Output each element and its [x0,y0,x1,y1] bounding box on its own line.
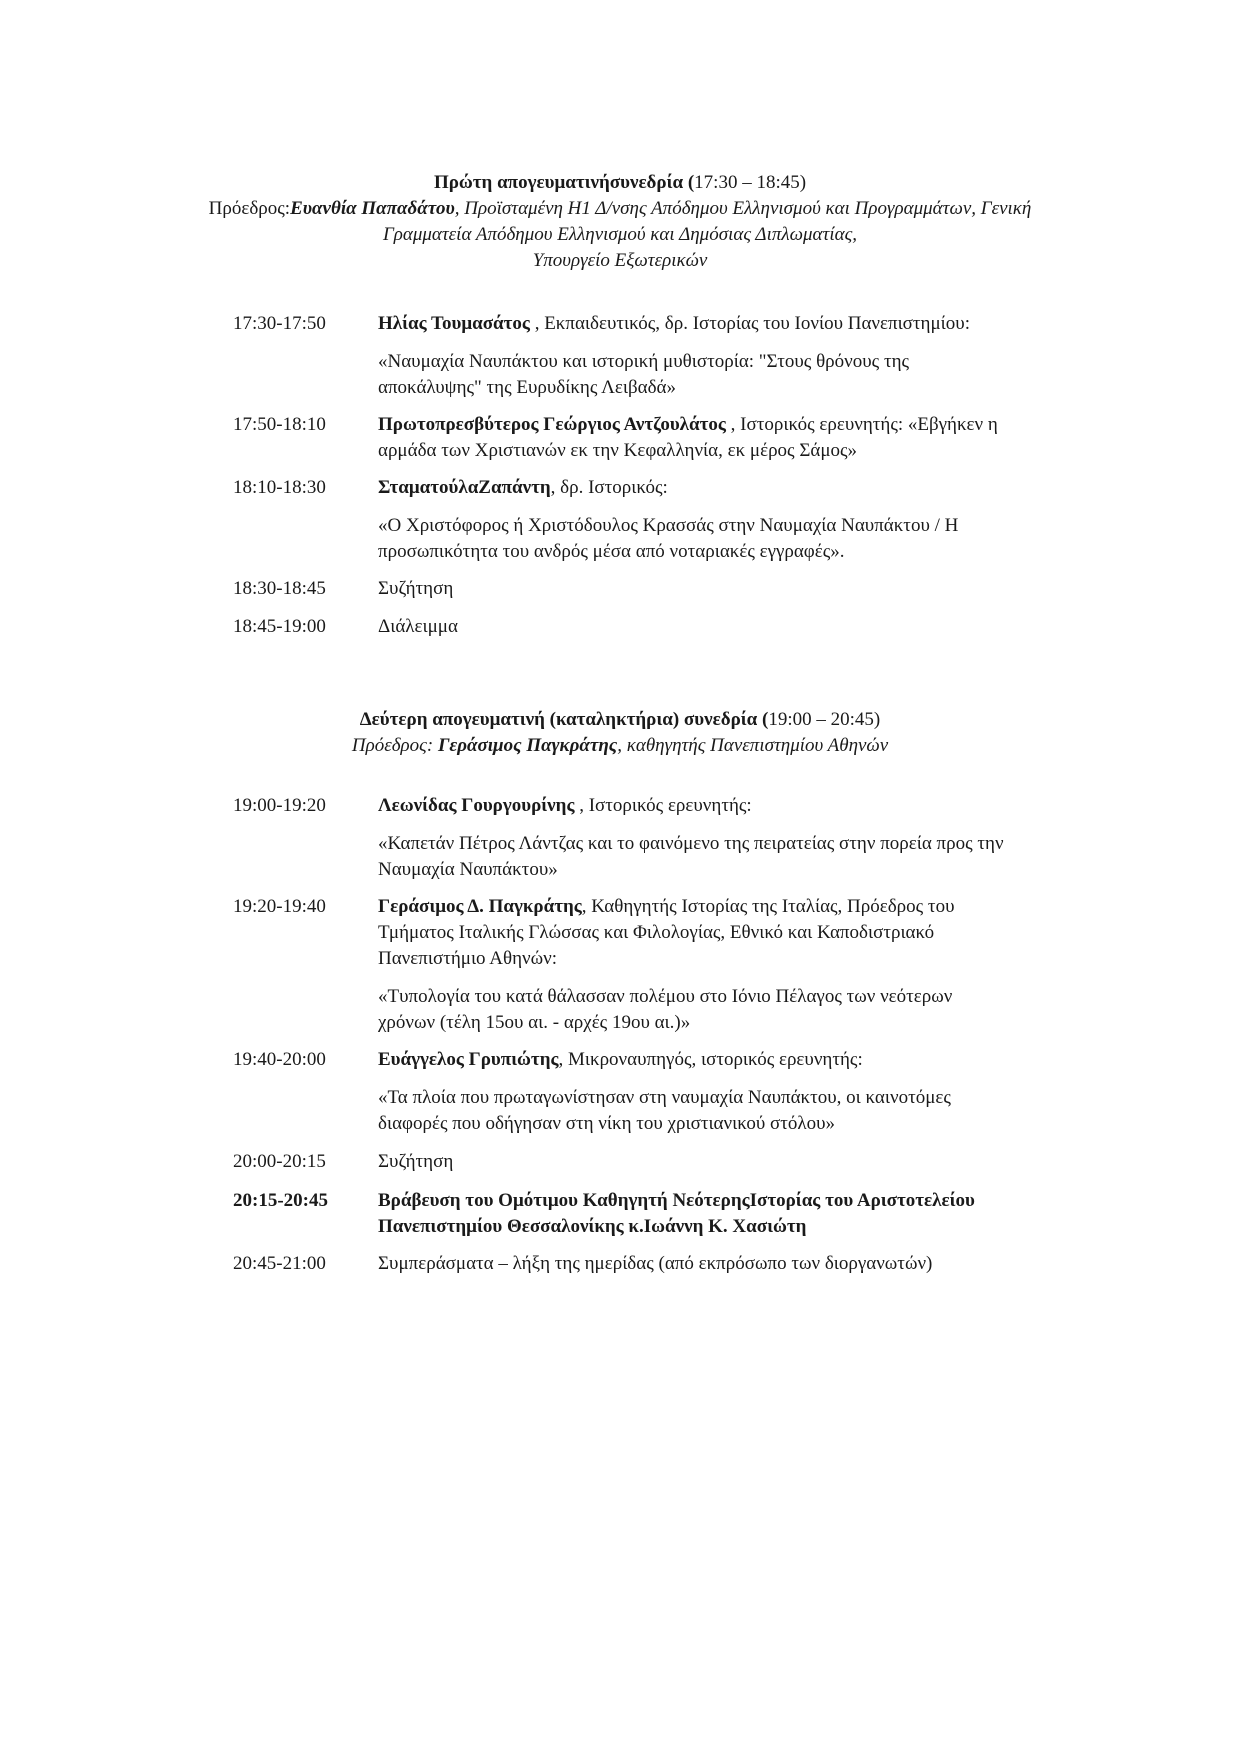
session-2-header [110,707,1130,759]
row-time: 18:30-18:45 [233,578,326,599]
row-time: 17:30-17:50 [233,313,326,334]
row-body: Γεράσιμος Δ. Παγκράτης, Καθηγητής Ιστορίας της Ιταλίας, Πρόεδρος του Τμήματος Ιταλικής Γλώσσας και Φιλολογίας, Εθνικό και Καποδιστριακό Πανεπιστήμιο Αθηνών: «Τυπολογία του κατά θάλασσαν πολέμου στο Ιόνιο Πέλαγος των νεότερων χρόνων (τέλη 15ου αι. - αρχές 19ου αι.)» [378,894,1098,1036]
row-time: 19:00-19:20 [233,795,326,816]
talk-title: «Ο Χριστόφορος ή Χριστόδουλος Κρασσάς στην Ναυμαχία Ναυπάκτου / Η [378,515,959,536]
row-time: 19:20-19:40 [233,896,326,917]
row-body: ΣταματούλαΖαπάντη, δρ. Ιστορικός: «Ο Χριστόφορος ή Χριστόδουλος Κρασσάς στην Ναυμαχία Ναυπάκτου / Η προσωπικότητα του ανδρός μέσα από νοταριακές εγγραφές». [378,475,1098,565]
row-time: 19:40-20:00 [233,1049,326,1070]
session-1-chair-role: Γραμματεία Απόδημου Ελληνισμού και Δημόσιας Διπλωματίας, [382,224,858,245]
row-body: Συζήτηση [378,1151,454,1172]
session-1-title: Πρώτη απογευματινήσυνεδρία (17:30 – 18:45) [433,172,807,193]
session-1-header [110,170,1130,274]
row-time: 17:50-18:10 [233,414,326,435]
session-2-chair: Πρόεδρος: Γεράσιμος Παγκράτης, καθηγητής Πανεπιστημίου Αθηνών [351,735,889,756]
speaker-name: ΣταματούλαΖαπάντη [378,477,551,498]
talk-title: «Τυπολογία του κατά θάλασσαν πολέμου στο Ιόνιο Πέλαγος των νεότερων [378,986,953,1007]
speaker-name: Λεωνίδας Γουργουρίνης [378,795,575,816]
row-time: 18:45-19:00 [233,616,326,637]
session-1-chair-ministry: Υπουργείο Εξωτερικών [532,250,708,271]
row-time: 20:00-20:15 [233,1151,326,1172]
row-body: Βράβευση του Ομότιμου Καθηγητή ΝεότερηςΙστορίας του Αριστοτελείου Πανεπιστημίου Θεσσαλονίκης κ.Ιωάννη Κ. Χασιώτη [378,1190,975,1237]
speaker-name: Ηλίας Τουμασάτος [378,313,530,334]
row-body: Συμπεράσματα – λήξη της ημερίδας (από εκπρόσωπο των διοργανωτών) [378,1253,933,1274]
talk-title: αρμάδα των Χριστιανών εκ την Κεφαλληνία, εκ μέρος Σάμος» [378,440,858,461]
talk-title: «Καπετάν Πέτρος Λάντζας και το φαινόμενο της πειρατείας στην πορεία προς την [378,833,1004,854]
speaker-name: Γεράσιμος Δ. Παγκράτης [378,896,582,917]
talk-title: «Τα πλοία που πρωταγωνίστησαν στη ναυμαχία Ναυπάκτου, οι καινοτόμες [378,1087,951,1108]
row-time: 20:45-21:00 [233,1253,326,1274]
row-body: Πρωτοπρεσβύτερος Γεώργιος Αντζουλάτος , Ιστορικός ερευνητής: «Εβγήκεν η αρμάδα των Χριστιανών εκ την Κεφαλληνία, εκ μέρος Σάμος» [378,412,1098,464]
row-body: Ηλίας Τουμασάτος , Εκπαιδευτικός, δρ. Ιστορίας του Ιονίου Πανεπιστημίου: «Ναυμαχία Ναυπάκτου και ιστορική μυθιστορία: "Στους θρόνους της αποκάλυψης" της Ευρυδίκης Λειβαδά» [378,311,1098,401]
row-body: Ευάγγελος Γρυπιώτης, Μικροναυπηγός, ιστορικός ερευνητής: «Τα πλοία που πρωταγωνίστησαν στη ναυμαχία Ναυπάκτου, οι καινοτόμες διαφορές που οδήγησαν στη νίκη του χριστιανικού στόλου» [378,1047,1098,1137]
talk-title: «Ναυμαχία Ναυπάκτου και ιστορική μυθιστορία: "Στους θρόνους της [378,351,910,372]
row-time: 18:10-18:30 [233,477,326,498]
row-time: 20:15-20:45 [233,1190,328,1211]
speaker-name: Ευάγγελος Γρυπιώτης [378,1049,559,1070]
row-body: Λεωνίδας Γουργουρίνης , Ιστορικός ερευνητής: «Καπετάν Πέτρος Λάντζας και το φαινόμενο της πειρατείας στην πορεία προς την Ναυμαχία Ναυπάκτου» [378,793,1098,883]
session-1-chair: Πρόεδρος:Ευανθία Παπαδάτου, Προϊσταμένη Η1 Δ/νσης Απόδημου Ελληνισμού και Προγραμμάτων, Γενική [208,198,1032,219]
row-body: Συζήτηση [378,578,454,599]
session-2-title: Δεύτερη απογευματινή (καταληκτήρια) συνεδρία (19:00 – 20:45) [359,709,881,730]
row-body: Διάλειμμα [378,616,458,637]
speaker-name: Πρωτοπρεσβύτερος Γεώργιος Αντζουλάτος [378,414,726,435]
